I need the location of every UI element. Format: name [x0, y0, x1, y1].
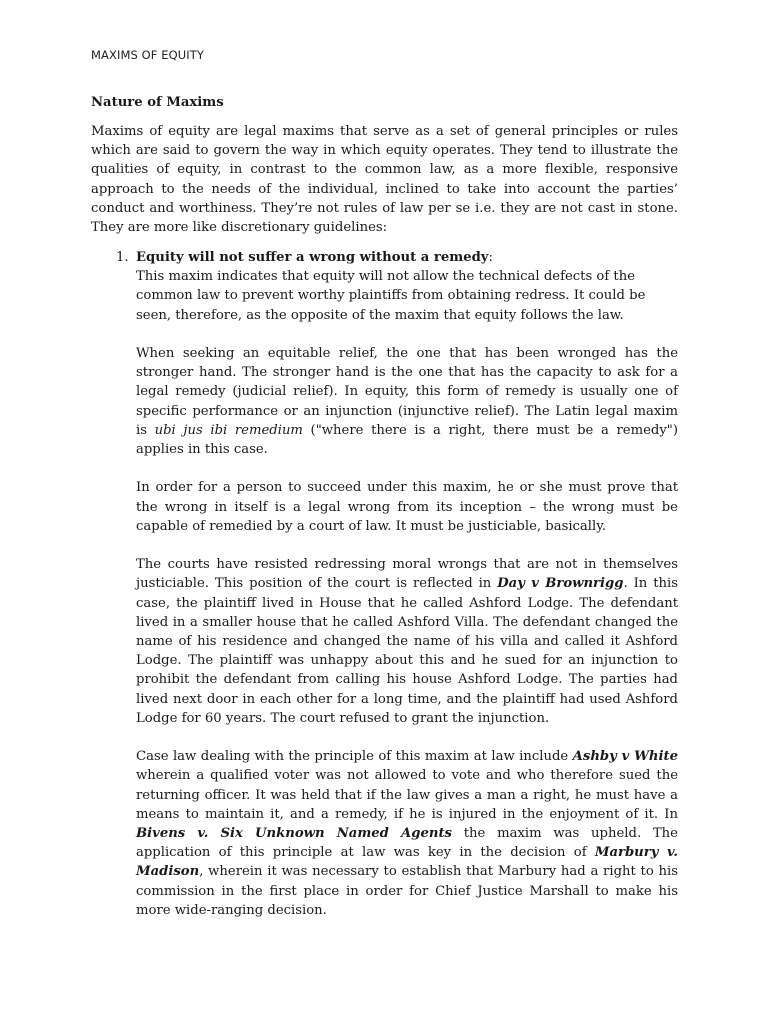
list-number: 1. — [116, 250, 129, 265]
paragraph-5 — [136, 747, 678, 920]
paragraph-4-text-a: The courts have resisted redressing moral wrongs that are not in themselves justiciable. This position of the court is reflected in — [136, 557, 678, 592]
case-bivens: Bivens v. Six Unknown Named Agents — [136, 826, 452, 842]
maxim-title-text: Equity will not suffer a wrong without a remedy — [136, 250, 489, 265]
paragraph-3: In order for a person to succeed under this maxim, he or she must prove that the wrong in itself is a legal wrong from its inception – the wrong must be capable of remedied by a court of law. It must be justiciable, basically. — [136, 480, 678, 534]
paragraph-2 — [136, 344, 678, 459]
section-heading: Nature of Maxims — [91, 95, 224, 110]
case-marbury-v-madison: Marbury v. Madison — [136, 845, 678, 880]
list-item-body — [136, 248, 678, 939]
paragraph-2-text-a: When seeking an equitable relief, the one that has been wronged has the stronger hand. The stronger hand is the one that has the capacity to ask for a legal remedy (judicial relief). In equity, this form of remedy is usually one of specific performance or an injunction (injunctive relief). The Latin legal maxim is — [136, 346, 678, 438]
case-ashby-v-white: Ashby v White — [572, 749, 678, 765]
case-day-v-brownrigg: Day v Brownrigg — [497, 576, 624, 592]
page-header: MAXIMS OF EQUITY — [91, 48, 205, 62]
maxim-title — [136, 248, 678, 267]
latin-maxim: ubi jus ibi remedium — [154, 422, 303, 438]
paragraph-1: This maxim indicates that equity will not allow the technical defects of the common law to prevent worthy plaintiffs from obtaining redress. It could be seen, therefore, as the opposite of the maxim that equity follows the law. — [136, 269, 646, 323]
paragraph-5-text-c: the maxim was upheld. The application of this principle at law was key in the decision of — [136, 826, 678, 861]
paragraph-4-text-b: . In this case, the plaintiff lived in House that he called Ashford Lodge. The defendant lived in a smaller house that he called Ashford Villa. The defendant changed the name of his residence and changed the name of his villa and called it Ashford Lodge. The plaintiff was unhappy about this and he sued for an injunction to prohibit the defendant from calling his house Ashford Lodge. The parties had lived next door in each other for a long time, and the plaintiff had used Ashford Lodge for 60 years. The court refused to grant the injunction. — [136, 576, 679, 726]
paragraph-5-text-b: wherein a qualified voter was not allowed to vote and who therefore sued the returning officer. It was held that if the law gives a man a right, he must have a means to maintain it, and a remedy, if he is injured in the enjoyment of it. In — [136, 768, 678, 822]
paragraph-5-text-d: , wherein it was necessary to establish that Marbury had a right to his commission in the first place in order for Chief Justice Marshall to make his more wide-ranging decision. — [136, 864, 678, 918]
maxim-title-colon: : — [488, 250, 493, 265]
paragraph-2-text-b: ("where there is a right, there must be a remedy") applies in this case. — [136, 422, 678, 458]
paragraph-5-text-a: Case law dealing with the principle of this maxim at law include — [136, 749, 573, 765]
paragraph-4 — [136, 555, 678, 728]
intro-paragraph: Maxims of equity are legal maxims that serve as a set of general principles or rules which are said to govern the way in which equity operates. They tend to illustrate the qualities of equity, in contrast to the common law, as a more flexible, responsive approach to the needs of the individual, inclined to take into account the parties’ conduct and worthiness. They’re not rules of law per se i.e. they are not cast in stone. They are more like discretionary guidelines: — [91, 124, 678, 236]
